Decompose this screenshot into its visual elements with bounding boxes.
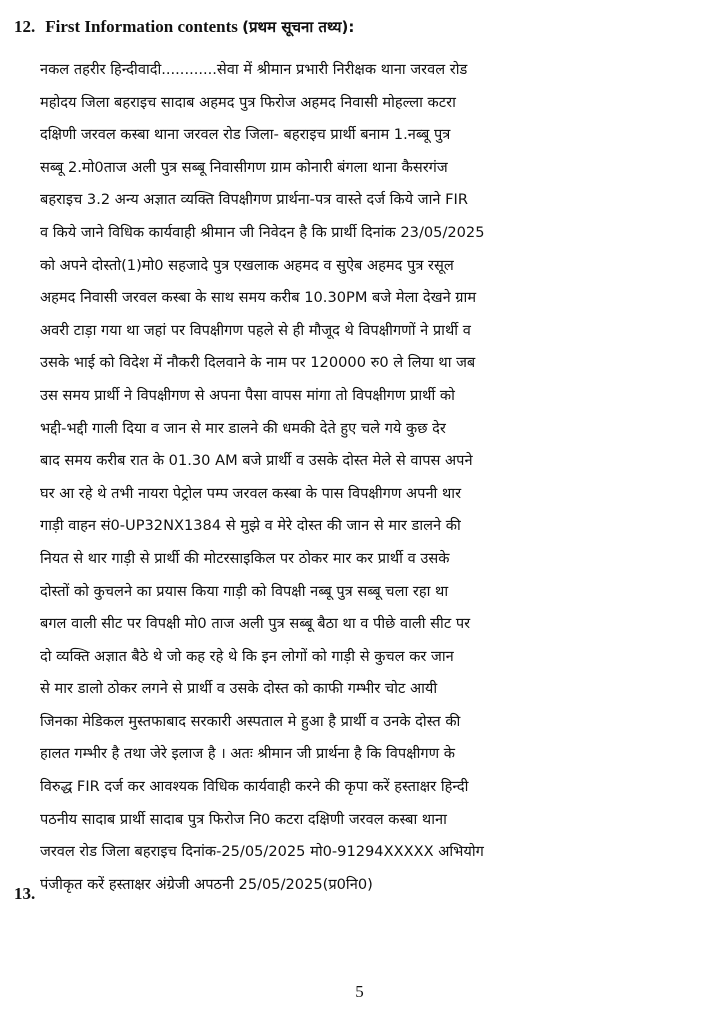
section-12-title-hindi: (प्रथम सूचना तथ्य): xyxy=(242,18,355,36)
text-line: दो व्यक्ति अज्ञात बैठे थे जो कह रहे थे कि इन लोगों को गाड़ी से कुचल कर जान xyxy=(40,647,454,665)
text-line: से मार डालो ठोकर लगने से प्रार्थी व उसके दोस्त को काफी गम्भीर चोट आयी xyxy=(40,680,438,698)
text-line: बाद समय करीब रात के 01.30 AM बजे प्रार्थी व उसके दोस्त मेले से वापस अपने xyxy=(40,452,473,470)
fir-contents-text xyxy=(40,54,680,901)
section-13-number: 13. xyxy=(14,884,36,903)
text-line: नियत से थार गाड़ी से प्रार्थी की मोटरसाइकिल पर ठोकर मार कर प्रार्थी व उसके xyxy=(40,549,450,567)
text-line: बगल वाली सीट पर विपक्षी मो0 ताज अली पुत्र सब्बू बैठा था व पीछे वाली सीट पर xyxy=(40,615,471,633)
page-number: 5 xyxy=(355,982,364,1001)
section-12-number: 12. xyxy=(14,17,36,36)
text-line: उसके भाई को विदेश में नौकरी दिलवाने के नाम पर 120000 रु0 ले लिया था जब xyxy=(40,354,476,372)
text-line: बहराइच 3.2 अन्य अज्ञात व्यक्ति विपक्षीगण प्रार्थना-पत्र वास्ते दर्ज किये जाने FIR xyxy=(40,191,468,209)
text-line: अहमद निवासी जरवल कस्बा के साथ समय करीब 10.30PM बजे मेला देखने ग्राम xyxy=(40,289,477,307)
text-line: को अपने दोस्तो(1)मो0 सहजादे पुत्र एखलाक अहमद व सुऐब अहमद पुत्र रसूल xyxy=(40,256,454,274)
text-line: सब्बू 2.मो0ताज अली पुत्र सब्बू निवासीगण ग्राम कोनारी बंगला थाना कैसरगंज xyxy=(40,158,448,176)
text-line: महोदय जिला बहराइच सादाब अहमद पुत्र फिरोज अहमद निवासी मोहल्ला कटरा xyxy=(40,93,456,111)
text-line: विरुद्ध FIR दर्ज कर आवश्यक विधिक कार्यवाही करने की कृपा करें हस्ताक्षर हिन्दी xyxy=(40,778,469,796)
text-line: अवरी टाड़ा गया था जहां पर विपक्षीगण पहले से ही मौजूद थे विपक्षीगणों ने प्रार्थी व xyxy=(40,321,471,339)
text-line: दक्षिणी जरवल कस्बा थाना जरवल रोड जिला- बहराइच प्रार्थी बनाम 1.नब्बू पुत्र xyxy=(40,126,451,144)
text-line: दोस्तों को कुचलने का प्रयास किया गाड़ी को विपक्षी नब्बू पुत्र सब्बू चला रहा था xyxy=(40,582,449,600)
section-12-title: First Information contents xyxy=(45,17,238,36)
text-line: नकल तहरीर हिन्दीवादी............सेवा में श्रीमान प्रभारी निरीक्षक थाना जरवल रोड xyxy=(40,61,468,78)
text-line: जरवल रोड जिला बहराइच दिनांक-25/05/2025 मो0-91294XXXXX अभियोग xyxy=(40,843,484,861)
text-line: पंजीकृत करें हस्ताक्षर अंग्रेजी अपठनी 25/05/2025(प्र0नि0) xyxy=(40,875,373,893)
text-line: भद्दी-भद्दी गाली दिया व जान से मार डालने की धमकी देते हुए चले गये कुछ देर xyxy=(40,419,446,437)
section-12-heading xyxy=(14,17,354,37)
text-line: घर आ रहे थे तभी नायरा पेट्रोल पम्प जरवल कस्बा के पास विपक्षीगण अपनी थार xyxy=(40,484,462,502)
text-line: उस समय प्रार्थी ने विपक्षीगण से अपना पैसा वापस मांगा तो विपक्षीगण प्रार्थी को xyxy=(40,386,455,404)
text-line: पठनीय सादाब प्रार्थी सादाब पुत्र फिरोज नि0 कटरा दक्षिणी जरवल कस्बा थाना xyxy=(40,810,447,828)
text-line: हालत गम्भीर है तथा जेरे इलाज है । अतः श्रीमान जी प्रार्थना है कि विपक्षीगण के xyxy=(40,745,456,763)
text-line: व किये जाने विधिक कार्यवाही श्रीमान जी निवेदन है कि प्रार्थी दिनांक 23/05/2025 xyxy=(40,223,485,241)
text-line: गाड़ी वाहन सं0-UP32NX1384 से मुझे व मेरे दोस्त की जान से मार डालने की xyxy=(40,517,461,535)
text-line: जिनका मेडिकल मुस्तफाबाद सरकारी अस्पताल मे हुआ है प्रार्थी व उनके दोस्त की xyxy=(40,712,461,730)
